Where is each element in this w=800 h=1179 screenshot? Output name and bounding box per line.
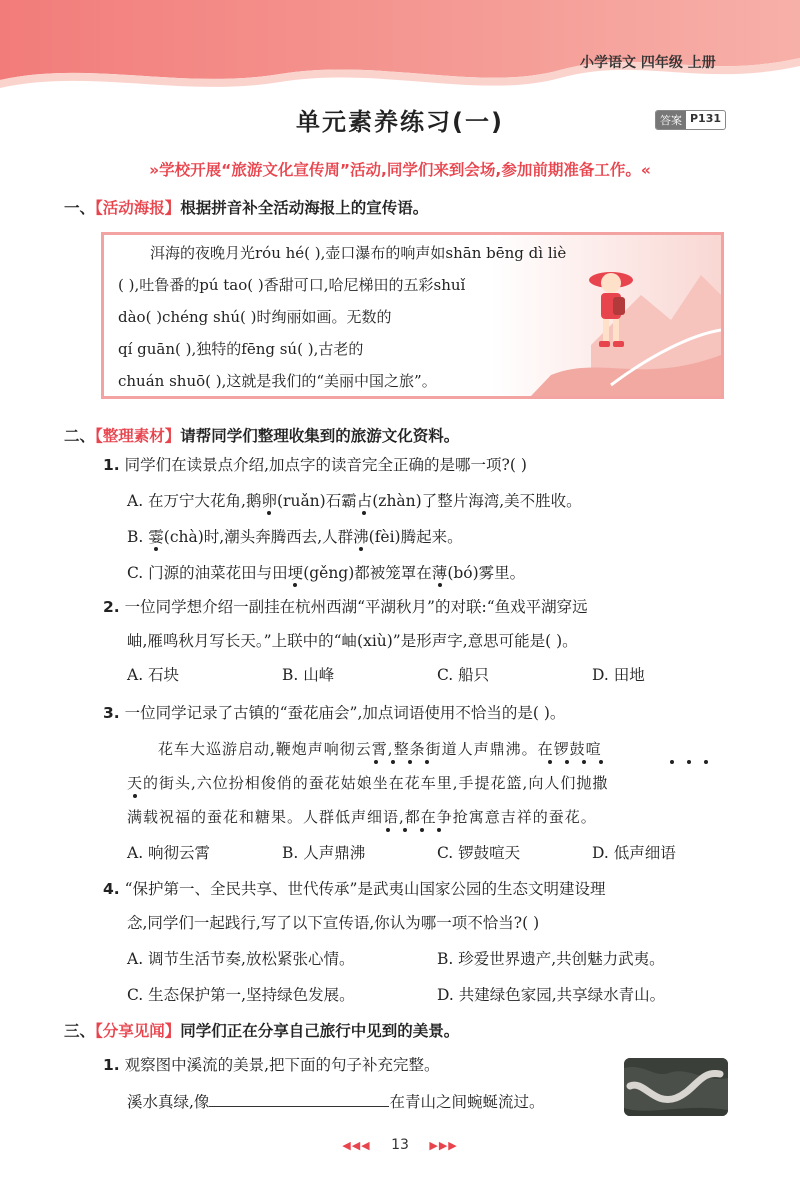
section3-number: 三、 [64,1022,96,1040]
q2-2-stem-2: 岫,雁鸣秋月写长天。”上联中的“岫(xiù)”是形声字,意思可能是( )。 [127,632,578,650]
answer-page: P131 [690,112,722,125]
section2-heading [64,424,459,446]
activity-banner: »学校开展“旅游文化宣传周”活动,同学们来到会场,参加前期准备工作。« [149,161,651,179]
answer-ref [655,110,726,130]
answer-blank[interactable] [209,1090,389,1107]
section3-instruction: 同学们正在分享自己旅行中见到的美景。 [180,1022,460,1040]
section1-instruction: 根据拼音补全活动海报上的宣传语。 [180,199,429,217]
activity-poster [101,232,724,399]
section2-number: 二、 [64,427,96,445]
poster-line-4: qí guān( ),独特的fēng sú( ),古老的 [118,340,364,358]
q2-4-option-b: B. 珍爱世界遗产,共创魅力武夷。 [437,950,665,968]
section1-number: 一、 [64,199,96,217]
q2-3-passage-1: 花车大巡游启动,鞭炮声响彻云霄,整条街道人声鼎沸。在锣鼓喧 [158,740,602,758]
q2-3-option-a: A. 响彻云霄 [127,844,211,862]
poster-line-1: 洱海的夜晚月光róu hé( ),壶口瀑布的响声如shān bēng dì liè [150,244,567,262]
section1-tag: 【活动海报】 [95,199,181,217]
stream-photo [624,1058,728,1116]
q2-1-stem: 1. 同学们在读景点介绍,加点字的读音完全正确的是哪一项?( ) [103,456,527,474]
q2-3-passage-2: 天的街头,六位扮相俊俏的蚕花姑娘坐在花车里,手提花篮,向人们抛撒 [127,774,609,792]
q2-2-option-b: B. 山峰 [282,666,335,684]
q3-1-fill: 溪水真绿,像 在青山之间蜿蜒流过。 [127,1090,544,1113]
q2-2-option-c: C. 船只 [437,666,490,684]
q2-3-passage-3: 满载祝福的蚕花和糖果。人群低声细语,都在争抢寓意吉祥的蚕花。 [127,808,597,826]
q3-1-stem: 1. 观察图中溪流的美景,把下面的句子补充完整。 [103,1056,440,1074]
q2-2-stem-1: 2. 一位同学想介绍一副挂在杭州西湖“平湖秋月”的对联:“鱼戏平湖穿远 [103,598,588,616]
q2-3-option-c: C. 锣鼓喧天 [437,844,521,862]
page-footer [0,1137,800,1153]
left-arrows-icon: ◀◀◀ [342,1139,371,1152]
q2-1-option-a: A. 在万宁大花角,鹅卵(ruǎn)石霸占(zhàn)了整片海湾,美不胜收。 [127,492,582,510]
page-number: 13 [391,1137,409,1153]
q2-1-option-c: C. 门源的油菜花田与田埂(gěng)都被笼罩在薄(bó)雾里。 [127,564,526,582]
page-title: 单元素养练习(一) [296,108,504,136]
section2-tag: 【整理素材】 [95,427,181,445]
poster-line-5: chuán shuō( ),这就是我们的“美丽中国之旅”。 [118,372,437,390]
q2-2-option-d: D. 田地 [592,666,645,684]
q2-1-option-b: B. 霎(chà)时,潮头奔腾西去,人群沸(fèi)腾起来。 [127,528,463,546]
section3-heading [64,1019,459,1041]
answer-label: 答案 [656,111,686,129]
section3-tag: 【分享见闻】 [95,1022,181,1040]
poster-line-3: dào( )chéng shú( )时绚丽如画。无数的 [118,308,392,326]
q2-3-option-d: D. 低声细语 [592,844,676,862]
q2-4-option-d: D. 共建绿色家园,共享绿水青山。 [437,986,666,1004]
q2-4-stem-2: 念,同学们一起践行,写了以下宣传语,你认为哪一项不恰当?( ) [127,914,540,932]
q2-4-option-a: A. 调节生活节奏,放松紧张心情。 [127,950,355,968]
q2-3-option-b: B. 人声鼎沸 [282,844,366,862]
book-tag: 小学语文 四年级 上册 [580,55,716,71]
poster-line-2: ( ),吐鲁番的pú tao( )香甜可口,哈尼梯田的五彩shuǐ [118,276,466,294]
q2-4-option-c: C. 生态保护第一,坚持绿色发展。 [127,986,355,1004]
q2-4-stem-1: 4. “保护第一、全民共享、世代传承”是武夷山国家公园的生态文明建设理 [103,880,606,898]
section2-instruction: 请帮同学们整理收集到的旅游文化资料。 [180,427,460,445]
right-arrows-icon: ▶▶▶ [429,1139,458,1152]
q2-3-stem: 3. 一位同学记录了古镇的“蚕花庙会”,加点词语使用不恰当的是( )。 [103,704,566,722]
section1-heading [64,196,428,218]
q2-2-option-a: A. 石块 [127,666,180,684]
